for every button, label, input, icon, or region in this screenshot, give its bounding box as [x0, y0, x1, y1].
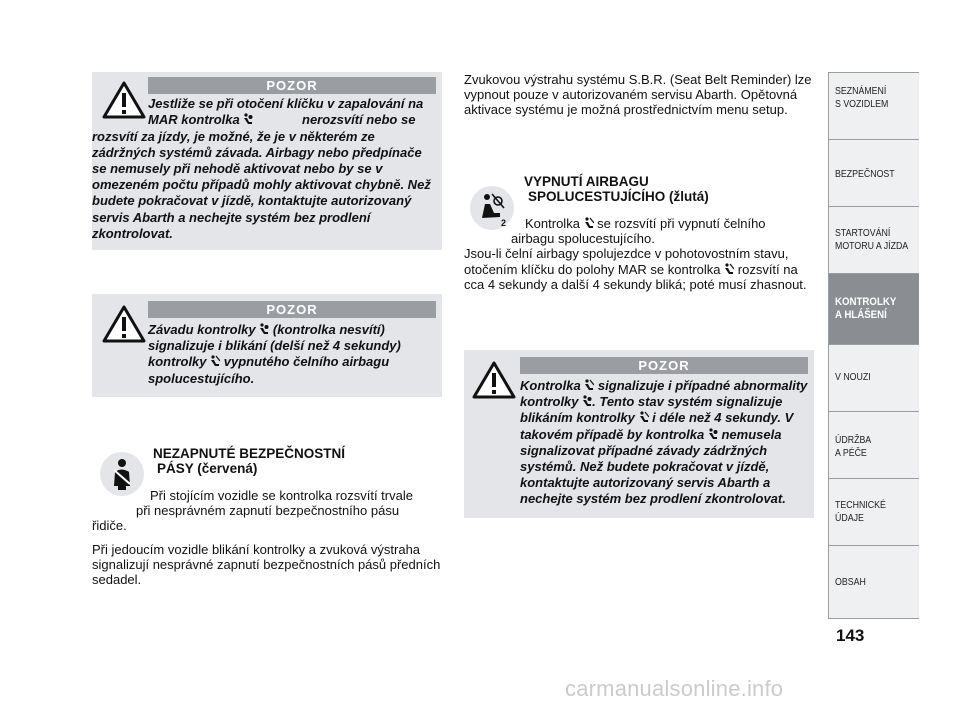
airbag-off-color: (žlutá) [669, 189, 709, 204]
airbag-off-heading-line2: SPOLUCESTUJÍCÍHO [528, 189, 666, 204]
sbr-paragraph: Zvukovou výstrahu systému S.B.R. (Seat Belt Reminder) lze vypnout pouze v autorizovaném servisu Abarth. Opětovná aktivace systému je možná prostřednictvím menu setup. [464, 72, 812, 118]
warning-text-lead: Kontrolka [520, 378, 581, 393]
tab-v-nouzi[interactable] [828, 344, 919, 411]
warning-box-2 [92, 294, 442, 397]
page-number: 143 [836, 626, 865, 645]
tab-startovani[interactable] [828, 206, 919, 273]
svg-text:2: 2 [501, 218, 507, 228]
tab-label: ÚDRŽBA A PÉČE [835, 435, 872, 459]
airbag-off-p1b: se rozsvítí při vypnutí čelního [597, 216, 766, 231]
airbag-off-heading-line1: VYPNUTÍ AIRBAGU [524, 174, 649, 189]
pozor-label: POZOR [148, 301, 436, 318]
warning-text-mid3: i déle než 4 sekundy. V takovém případě by kontrolka [520, 410, 794, 442]
warning-text [92, 96, 438, 242]
tab-label: OBSAH [835, 577, 866, 588]
airbag-warning-icon [243, 113, 253, 126]
warning-text-lead: Jestliže se při otočení klíčku v zapalování na MAR kontrolka [148, 96, 424, 128]
tab-bezpecnost[interactable] [828, 139, 919, 206]
warning-text-rest: vypnutého čelního airbagu spolucestujícího. [148, 354, 390, 386]
passenger-airbag-off-icon [584, 217, 594, 230]
tab-label: BEZPEČNOST [835, 169, 895, 180]
airbag-off-p1c: airbagu spolucestujícího. [511, 231, 655, 247]
airbag-off-text [464, 216, 814, 292]
seatbelt-color: (červená) [197, 461, 258, 476]
warning-text-rest: nerozsvítí nebo se rozsvítí za jízdy, je možné, že je v některém ze zádržných systémů závada. Airbagy nebo předpínače se nemusely při nehodě aktivovat nebo by se v omezeném počtu případů mohly aktivovat chybně. Než budete pokračovat v jízdě, kontaktujte autorizovaný servis Abarth a nechejte systém bez prodlení zkontrolovat. [92, 112, 431, 241]
watermark: carmanualsonline.info [565, 676, 784, 701]
passenger-airbag-off-icon [210, 355, 220, 368]
airbag-off-p2b: rozsvítí na cca 4 sekundy a další 4 sekundy bliká; poté musí zhasnout. [464, 261, 807, 292]
passenger-airbag-off-icon [724, 263, 734, 276]
sbr-text [464, 72, 814, 118]
passenger-airbag-off-icon [639, 411, 649, 424]
tab-label: STARTOVÁNÍ MOTORU A JÍZDA [835, 228, 909, 252]
tab-label: TECHNICKÉ ÚDAJE [835, 500, 886, 524]
tab-technicke[interactable] [828, 478, 919, 545]
warning-box-3 [464, 350, 814, 518]
seatbelt-p1c: řidiče. [92, 518, 127, 534]
warning-text-mid2: . Tento stav systém signalizuje blikáním kontrolky [520, 394, 783, 426]
warning-text-rest: nemusela signalizovat případné závady zádržných systémů. Než budete pokračovat v jízdě, kontaktujte autorizovaný servis Abarth a nechejte systém bez prodlení zkontrolovat. [520, 426, 786, 507]
airbag-warning-icon [259, 323, 269, 336]
tab-udrzba[interactable] [828, 411, 919, 478]
warning-box-1 [92, 72, 442, 250]
warning-text [92, 322, 438, 387]
tab-label: V NOUZI [835, 372, 871, 383]
tab-kontrolky[interactable] [828, 273, 919, 344]
seatbelt-p1a: Při stojícím vozidle se kontrolka rozsvítí trvale [150, 488, 413, 503]
warning-text [466, 378, 810, 508]
pozor-label: POZOR [520, 357, 808, 374]
tab-label: KONTROLKY A HLÁŠENÍ [835, 296, 897, 321]
seatbelt-heading [153, 446, 453, 476]
airbag-off-p1a: Kontrolka [525, 216, 580, 231]
warning-text-mid: signalizuje i případné abnormality kontrolky [520, 378, 808, 410]
passenger-airbag-off-icon [584, 379, 594, 392]
airbag-off-heading [524, 174, 814, 204]
airbag-warning-icon [708, 428, 718, 441]
tab-label: SEZNÁMENÍ S VOZIDLEM [835, 86, 889, 110]
seatbelt-p2: Při jedoucím vozidle blikání kontrolky a zvuková výstraha signalizují nesprávné zapnutí bezpečnostních pásů předních sedadel. [92, 541, 441, 588]
airbag-warning-icon [582, 395, 592, 408]
airbag-off-p2a: Jsou-li čelní airbagy spolujezdce v pohotovostním stavu, otočením klíčku do polohy MAR se kontrolka [464, 246, 789, 277]
warning-text-lead: Závadu kontrolky [148, 322, 256, 337]
tab-seznameni[interactable] [828, 72, 919, 139]
seatbelt-p1b: při nesprávném zapnutí bezpečnostního pásu [136, 503, 400, 519]
seatbelt-heading-line2: PÁSY [157, 461, 194, 476]
warning-text-mid: (kontrolka nesvítí) signalizuje i blikání (delší než 4 sekundy) kontrolky [148, 322, 401, 370]
pozor-label: POZOR [148, 77, 436, 94]
seatbelt-heading-line1: NEZAPNUTÉ BEZPEČNOSTNÍ [153, 446, 346, 461]
tab-obsah[interactable] [828, 545, 919, 619]
seatbelt-text [92, 488, 452, 587]
